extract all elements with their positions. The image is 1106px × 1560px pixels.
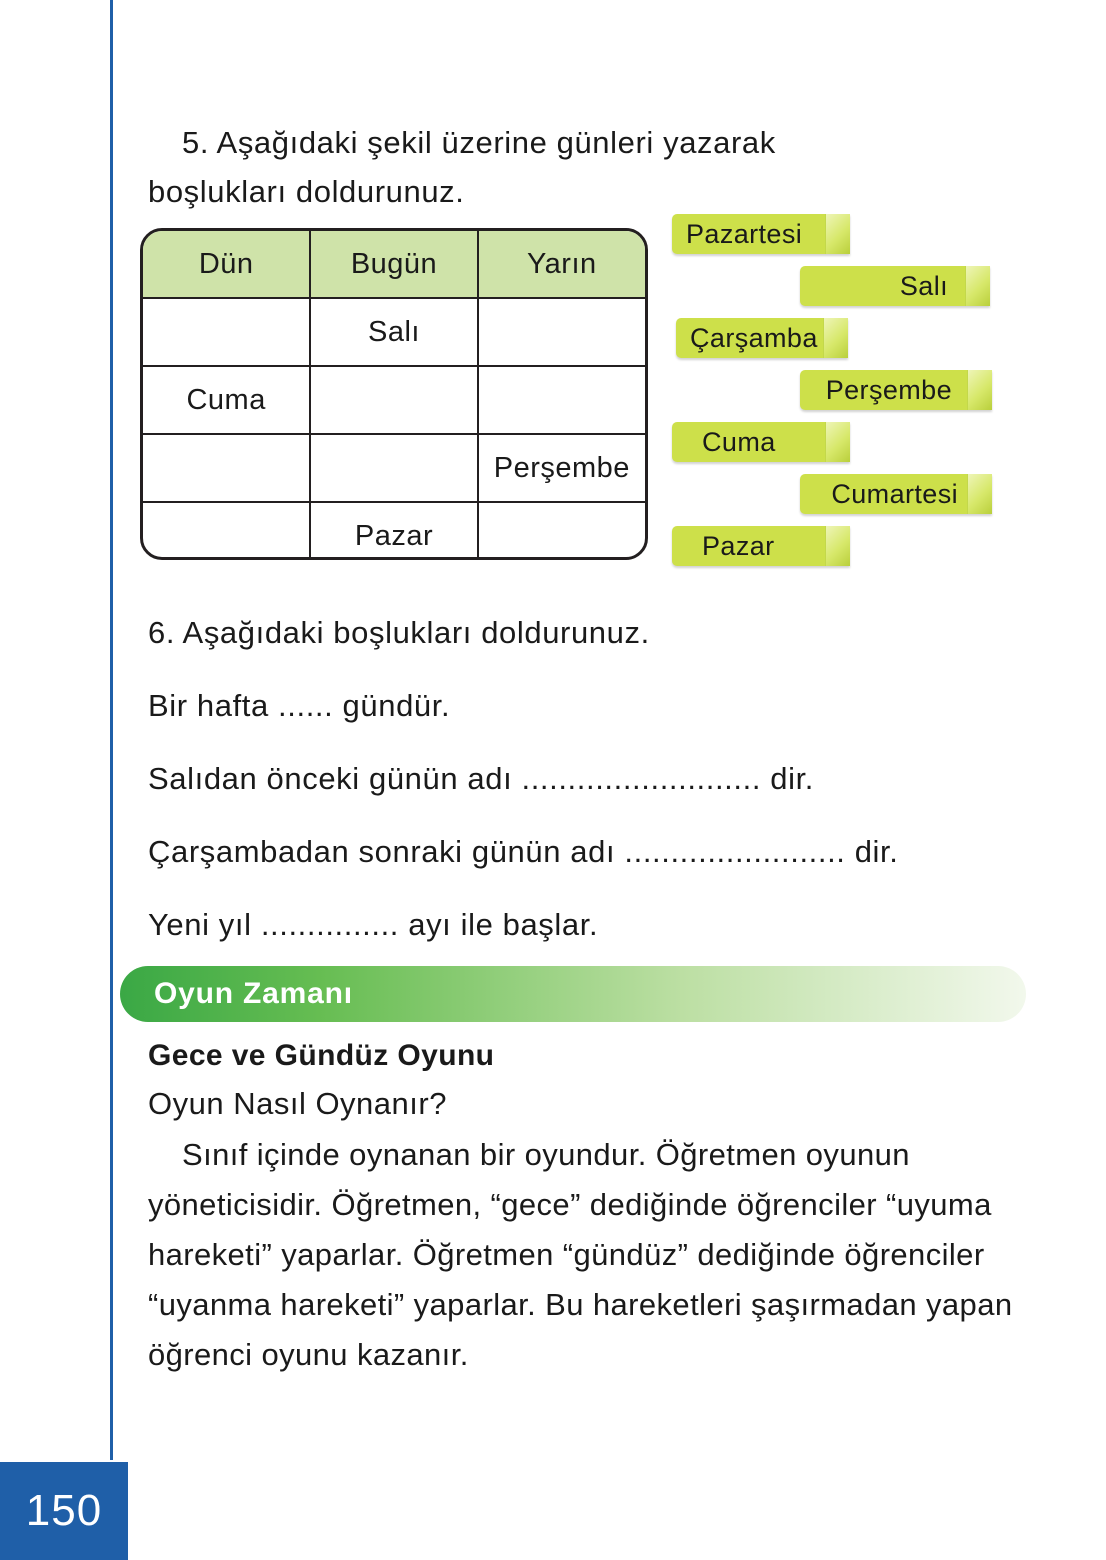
- question-5-text-1: 5. Aşağıdaki şekil üzerine günleri yazarak: [182, 125, 776, 160]
- table-cell[interactable]: [478, 502, 645, 560]
- game-time-banner-label: Oyun Zamanı: [154, 977, 353, 1010]
- table-cell[interactable]: [478, 298, 645, 366]
- day-tag: [672, 526, 850, 566]
- left-margin-rule: [110, 0, 113, 1460]
- game-body: [148, 1130, 1038, 1380]
- day-tag: [800, 474, 992, 514]
- table-row: [143, 434, 645, 502]
- day-tag: [676, 318, 848, 358]
- table-cell[interactable]: [310, 434, 477, 502]
- game-time-banner: [120, 966, 1026, 1022]
- table-cell[interactable]: [310, 366, 477, 434]
- table-header-cell: Bugün: [310, 231, 477, 298]
- day-tag: [800, 266, 990, 306]
- day-tag: [672, 214, 850, 254]
- day-tag: [672, 422, 850, 462]
- table-cell[interactable]: [143, 502, 310, 560]
- day-tag-label: Perşembe: [825, 374, 952, 405]
- day-tag-label: Salı: [899, 270, 948, 301]
- fill-blank-line-4[interactable]: Yeni yıl ............... ayı ile başlar.: [148, 907, 599, 942]
- table-header-cell: Yarın: [478, 231, 645, 298]
- day-tag-label: Çarşamba: [690, 322, 818, 353]
- day-tag-label: Pazartesi: [686, 218, 803, 249]
- question-5: [148, 118, 1028, 216]
- table-cell[interactable]: Perşembe: [478, 434, 645, 502]
- table-row: [143, 298, 645, 366]
- table-row: [143, 502, 645, 560]
- fill-blank-line-2[interactable]: Salıdan önceki günün adı .......................... dir.: [148, 761, 814, 796]
- game-body-text: Sınıf içinde oynanan bir oyundur. Öğretmen oyunun yöneticisidir. Öğretmen, “gece” dediğinde öğrenciler “uyuma hareketi” yaparlar. Öğretmen “gündüz” dediğinde öğrenciler “uyanma hareketi” yaparlar. Bu hareketleri şaşırmadan yapan öğrenci oyunu kazanır.: [148, 1137, 1013, 1372]
- fill-blank-line-3[interactable]: Çarşambadan sonraki günün adı ........................ dir.: [148, 834, 899, 869]
- page-number: 150: [0, 1462, 128, 1560]
- question-5-line-2: boşlukları doldurunuz.: [148, 174, 465, 209]
- table-row: [143, 366, 645, 434]
- table-cell[interactable]: Salı: [310, 298, 477, 366]
- day-tag-label: Cumartesi: [831, 478, 958, 509]
- game-subtitle: Oyun Nasıl Oynanır?: [148, 1086, 447, 1121]
- question-6-heading: 6. Aşağıdaki boşlukları doldurunuz.: [148, 615, 650, 650]
- days-table: [140, 228, 648, 560]
- table-cell[interactable]: [478, 366, 645, 434]
- day-tag-label: Cuma: [702, 426, 776, 457]
- day-tag-label: Pazar: [702, 530, 775, 561]
- table-header-cell: Dün: [143, 231, 310, 298]
- game-title: Gece ve Gündüz Oyunu: [148, 1039, 495, 1072]
- table-header-row: [143, 231, 645, 298]
- question-6: [148, 596, 1028, 961]
- day-tag-list: [672, 214, 1012, 574]
- fill-blank-line-1[interactable]: Bir hafta ...... gündür.: [148, 688, 451, 723]
- table-cell[interactable]: Cuma: [143, 366, 310, 434]
- table-cell[interactable]: [143, 434, 310, 502]
- game-section: [148, 1032, 1038, 1380]
- day-tag: [800, 370, 992, 410]
- table-cell[interactable]: Pazar: [310, 502, 477, 560]
- table-cell[interactable]: [143, 298, 310, 366]
- question-5-line-1: [148, 118, 1028, 167]
